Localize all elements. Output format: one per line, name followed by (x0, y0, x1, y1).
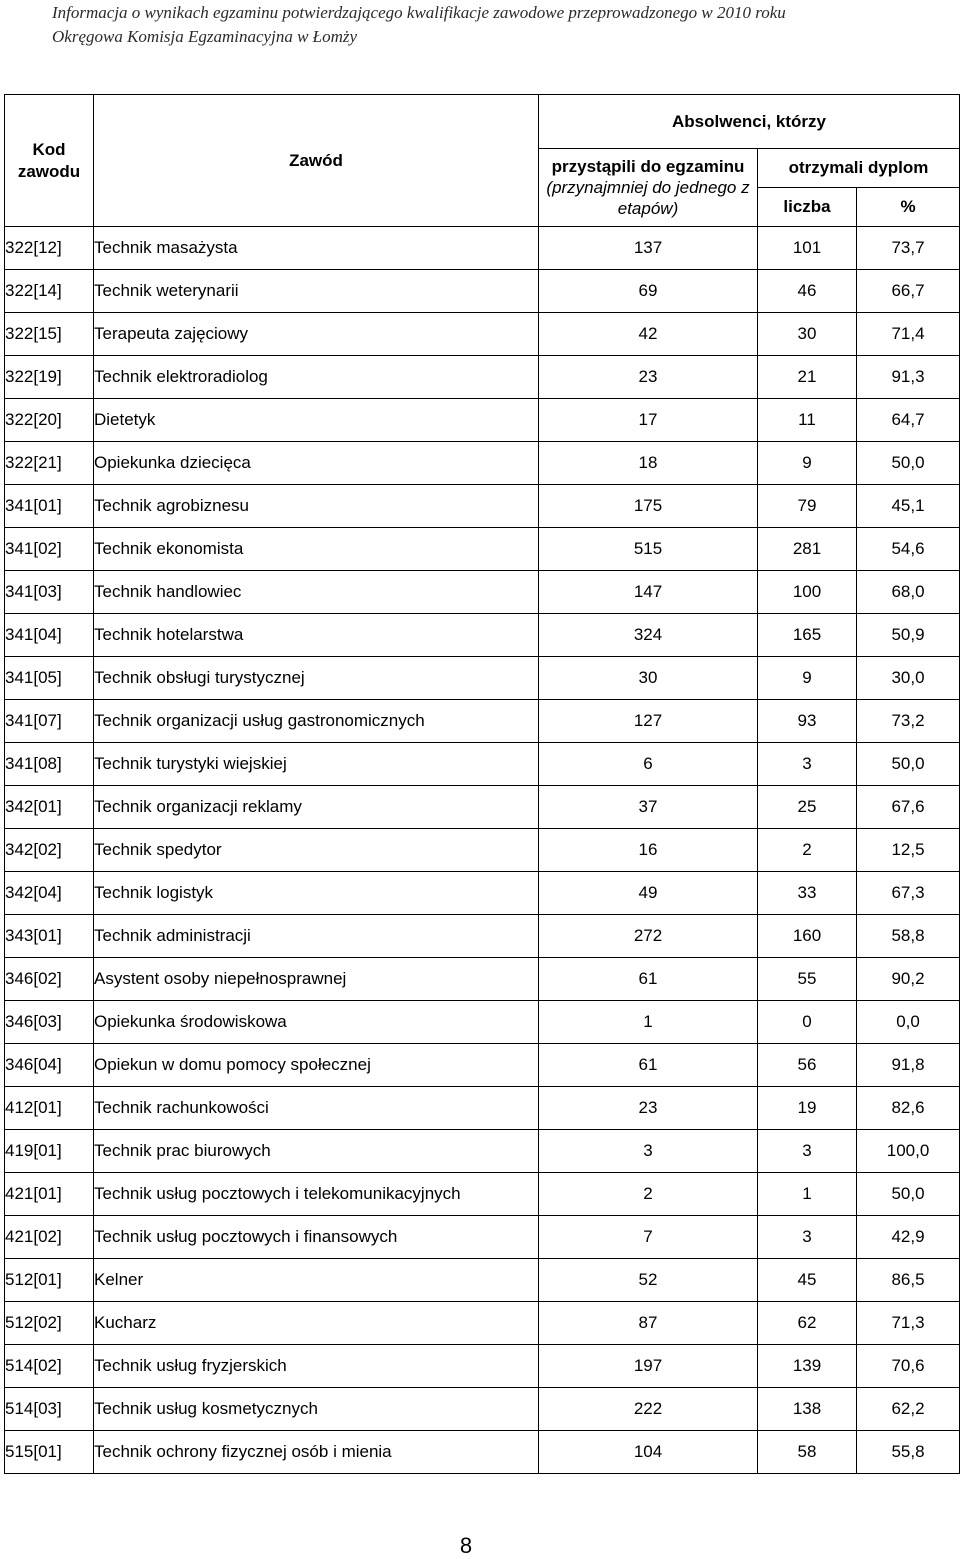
table-row (5, 270, 960, 313)
cell-zawod: Technik organizacji reklamy (94, 786, 539, 829)
table-row (5, 1259, 960, 1302)
cell-procent: 54,6 (857, 528, 960, 571)
cell-zawod: Technik logistyk (94, 872, 539, 915)
cell-przystapili: 197 (539, 1345, 758, 1388)
cell-liczba: 93 (758, 700, 857, 743)
cell-procent: 67,3 (857, 872, 960, 915)
cell-kod: 343[01] (5, 915, 94, 958)
cell-przystapili: 17 (539, 399, 758, 442)
cell-zawod: Kelner (94, 1259, 539, 1302)
cell-kod: 341[04] (5, 614, 94, 657)
cell-procent: 73,2 (857, 700, 960, 743)
cell-zawod: Terapeuta zajęciowy (94, 313, 539, 356)
cell-przystapili: 3 (539, 1130, 758, 1173)
table-row (5, 657, 960, 700)
cell-procent: 90,2 (857, 958, 960, 1001)
cell-kod: 346[03] (5, 1001, 94, 1044)
cell-procent: 42,9 (857, 1216, 960, 1259)
cell-przystapili: 37 (539, 786, 758, 829)
cell-liczba: 33 (758, 872, 857, 915)
cell-liczba: 101 (758, 227, 857, 270)
cell-przystapili: 42 (539, 313, 758, 356)
cell-zawod: Technik handlowiec (94, 571, 539, 614)
cell-zawod: Technik spedytor (94, 829, 539, 872)
cell-procent: 100,0 (857, 1130, 960, 1173)
cell-kod: 341[05] (5, 657, 94, 700)
table-row (5, 1388, 960, 1431)
cell-kod: 515[01] (5, 1431, 94, 1474)
cell-procent: 55,8 (857, 1431, 960, 1474)
cell-liczba: 19 (758, 1087, 857, 1130)
table-row (5, 1130, 960, 1173)
cell-liczba: 56 (758, 1044, 857, 1087)
header-przystapili-label: przystąpili do egzaminu (551, 157, 745, 176)
cell-zawod: Dietetyk (94, 399, 539, 442)
cell-kod: 514[02] (5, 1345, 94, 1388)
table-head (5, 95, 960, 227)
cell-zawod: Opiekunka dziecięca (94, 442, 539, 485)
table-row (5, 1216, 960, 1259)
cell-procent: 50,0 (857, 743, 960, 786)
cell-kod: 322[20] (5, 399, 94, 442)
cell-przystapili: 6 (539, 743, 758, 786)
cell-procent: 73,7 (857, 227, 960, 270)
table-row (5, 227, 960, 270)
cell-kod: 412[01] (5, 1087, 94, 1130)
cell-liczba: 25 (758, 786, 857, 829)
cell-kod: 341[02] (5, 528, 94, 571)
cell-zawod: Technik turystyki wiejskiej (94, 743, 539, 786)
page-number: 8 (459, 1533, 473, 1558)
header-przystapili-note: (przynajmniej do jednego z etapów) (546, 178, 750, 218)
header-procent: % (857, 188, 960, 227)
cell-zawod: Technik masażysta (94, 227, 539, 270)
cell-zawod: Asystent osoby niepełnosprawnej (94, 958, 539, 1001)
cell-kod: 322[19] (5, 356, 94, 399)
cell-przystapili: 69 (539, 270, 758, 313)
cell-przystapili: 515 (539, 528, 758, 571)
cell-liczba: 0 (758, 1001, 857, 1044)
table-row (5, 356, 960, 399)
cell-przystapili: 87 (539, 1302, 758, 1345)
table-row (5, 1173, 960, 1216)
cell-zawod: Technik usług fryzjerskich (94, 1345, 539, 1388)
table-row (5, 1431, 960, 1474)
cell-zawod: Technik elektroradiolog (94, 356, 539, 399)
cell-zawod: Technik administracji (94, 915, 539, 958)
cell-procent: 50,0 (857, 1173, 960, 1216)
cell-liczba: 9 (758, 657, 857, 700)
table-row (5, 571, 960, 614)
cell-procent: 71,4 (857, 313, 960, 356)
cell-procent: 86,5 (857, 1259, 960, 1302)
cell-procent: 66,7 (857, 270, 960, 313)
table-body (5, 227, 960, 1474)
header-kod-zawodu: Kod zawodu (5, 95, 94, 227)
cell-liczba: 11 (758, 399, 857, 442)
table-row (5, 872, 960, 915)
cell-liczba: 160 (758, 915, 857, 958)
cell-zawod: Technik usług kosmetycznych (94, 1388, 539, 1431)
table-row (5, 1044, 960, 1087)
cell-liczba: 100 (758, 571, 857, 614)
cell-liczba: 3 (758, 743, 857, 786)
cell-przystapili: 30 (539, 657, 758, 700)
cell-procent: 91,3 (857, 356, 960, 399)
cell-zawod: Technik ekonomista (94, 528, 539, 571)
cell-liczba: 45 (758, 1259, 857, 1302)
cell-liczba: 58 (758, 1431, 857, 1474)
table-row (5, 786, 960, 829)
cell-przystapili: 7 (539, 1216, 758, 1259)
table-row (5, 743, 960, 786)
cell-zawod: Kucharz (94, 1302, 539, 1345)
cell-kod: 421[02] (5, 1216, 94, 1259)
table-row (5, 399, 960, 442)
cell-zawod: Technik agrobiznesu (94, 485, 539, 528)
header-absolwenci: Absolwenci, którzy (539, 95, 960, 149)
cell-zawod: Technik weterynarii (94, 270, 539, 313)
cell-przystapili: 49 (539, 872, 758, 915)
cell-procent: 70,6 (857, 1345, 960, 1388)
cell-kod: 342[01] (5, 786, 94, 829)
cell-procent: 68,0 (857, 571, 960, 614)
cell-przystapili: 52 (539, 1259, 758, 1302)
cell-kod: 341[08] (5, 743, 94, 786)
cell-procent: 12,5 (857, 829, 960, 872)
cell-przystapili: 222 (539, 1388, 758, 1431)
cell-liczba: 62 (758, 1302, 857, 1345)
cell-liczba: 281 (758, 528, 857, 571)
cell-liczba: 79 (758, 485, 857, 528)
cell-przystapili: 147 (539, 571, 758, 614)
table-row (5, 313, 960, 356)
cell-zawod: Opiekunka środowiskowa (94, 1001, 539, 1044)
cell-zawod: Technik usług pocztowych i finansowych (94, 1216, 539, 1259)
cell-kod: 419[01] (5, 1130, 94, 1173)
cell-kod: 514[03] (5, 1388, 94, 1431)
table-row (5, 829, 960, 872)
cell-zawod: Technik usług pocztowych i telekomunikacyjnych (94, 1173, 539, 1216)
table-row (5, 528, 960, 571)
cell-procent: 71,3 (857, 1302, 960, 1345)
cell-liczba: 9 (758, 442, 857, 485)
cell-liczba: 2 (758, 829, 857, 872)
cell-zawod: Technik obsługi turystycznej (94, 657, 539, 700)
table-row (5, 442, 960, 485)
table-row (5, 700, 960, 743)
cell-procent: 67,6 (857, 786, 960, 829)
cell-procent: 45,1 (857, 485, 960, 528)
cell-zawod: Technik rachunkowości (94, 1087, 539, 1130)
table-row (5, 1345, 960, 1388)
cell-przystapili: 175 (539, 485, 758, 528)
cell-przystapili: 137 (539, 227, 758, 270)
cell-kod: 322[21] (5, 442, 94, 485)
cell-procent: 58,8 (857, 915, 960, 958)
table-row (5, 1302, 960, 1345)
cell-kod: 322[14] (5, 270, 94, 313)
cell-przystapili: 104 (539, 1431, 758, 1474)
table-row (5, 915, 960, 958)
cell-przystapili: 1 (539, 1001, 758, 1044)
cell-liczba: 46 (758, 270, 857, 313)
cell-przystapili: 61 (539, 1044, 758, 1087)
table-row (5, 614, 960, 657)
cell-przystapili: 324 (539, 614, 758, 657)
header-subtitle: Okręgowa Komisja Egzaminacyjna w Łomży (52, 27, 358, 46)
cell-przystapili: 272 (539, 915, 758, 958)
cell-liczba: 138 (758, 1388, 857, 1431)
cell-kod: 341[07] (5, 700, 94, 743)
table-row (5, 958, 960, 1001)
header-otrzymali-dyplom: otrzymali dyplom (758, 149, 960, 188)
cell-przystapili: 2 (539, 1173, 758, 1216)
cell-przystapili: 23 (539, 356, 758, 399)
table-row (5, 1001, 960, 1044)
cell-zawod: Technik prac biurowych (94, 1130, 539, 1173)
cell-kod: 512[01] (5, 1259, 94, 1302)
cell-procent: 50,9 (857, 614, 960, 657)
cell-kod: 341[03] (5, 571, 94, 614)
cell-liczba: 1 (758, 1173, 857, 1216)
table-row (5, 485, 960, 528)
header-zawod: Zawód (94, 95, 539, 227)
cell-procent: 91,8 (857, 1044, 960, 1087)
cell-przystapili: 18 (539, 442, 758, 485)
cell-przystapili: 16 (539, 829, 758, 872)
cell-kod: 512[02] (5, 1302, 94, 1345)
header-title: Informacja o wynikach egzaminu potwierdzającego kwalifikacje zawodowe przeprowadzonego w 2010 roku (52, 3, 786, 22)
header-przystapili (539, 149, 758, 227)
cell-liczba: 21 (758, 356, 857, 399)
cell-liczba: 139 (758, 1345, 857, 1388)
cell-liczba: 165 (758, 614, 857, 657)
cell-kod: 322[12] (5, 227, 94, 270)
cell-kod: 342[04] (5, 872, 94, 915)
cell-kod: 322[15] (5, 313, 94, 356)
cell-procent: 64,7 (857, 399, 960, 442)
table-row (5, 1087, 960, 1130)
cell-zawod: Technik organizacji usług gastronomicznych (94, 700, 539, 743)
document-header (52, 0, 952, 49)
cell-zawod: Opiekun w domu pomocy społecznej (94, 1044, 539, 1087)
cell-procent: 50,0 (857, 442, 960, 485)
cell-kod: 421[01] (5, 1173, 94, 1216)
cell-przystapili: 23 (539, 1087, 758, 1130)
cell-procent: 0,0 (857, 1001, 960, 1044)
cell-kod: 346[04] (5, 1044, 94, 1087)
cell-przystapili: 127 (539, 700, 758, 743)
cell-liczba: 3 (758, 1130, 857, 1173)
cell-liczba: 55 (758, 958, 857, 1001)
cell-przystapili: 61 (539, 958, 758, 1001)
header-liczba: liczba (758, 188, 857, 227)
cell-procent: 82,6 (857, 1087, 960, 1130)
cell-kod: 341[01] (5, 485, 94, 528)
cell-kod: 342[02] (5, 829, 94, 872)
cell-zawod: Technik ochrony fizycznej osób i mienia (94, 1431, 539, 1474)
cell-procent: 62,2 (857, 1388, 960, 1431)
cell-procent: 30,0 (857, 657, 960, 700)
cell-liczba: 3 (758, 1216, 857, 1259)
cell-zawod: Technik hotelarstwa (94, 614, 539, 657)
cell-liczba: 30 (758, 313, 857, 356)
results-table (4, 94, 960, 1474)
cell-kod: 346[02] (5, 958, 94, 1001)
